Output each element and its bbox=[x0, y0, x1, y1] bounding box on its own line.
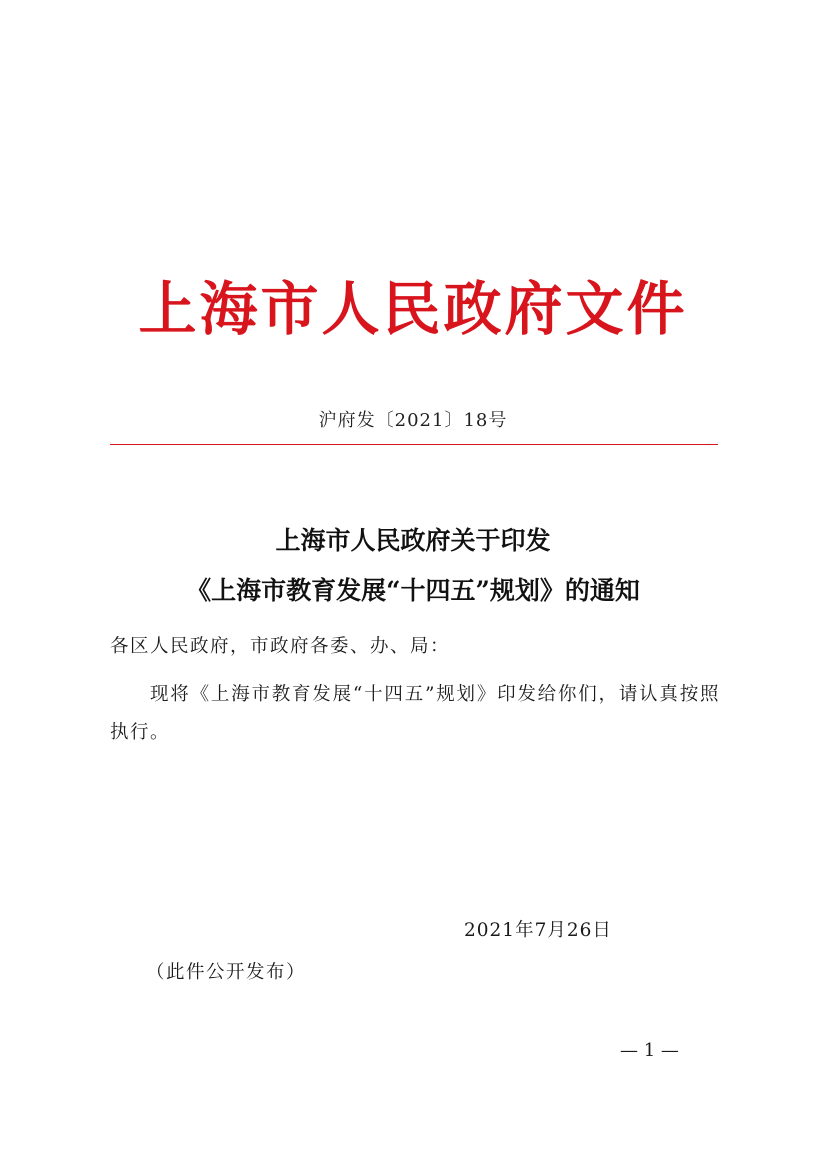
document-header-title: 上海市人民政府文件 bbox=[138, 275, 688, 343]
body-paragraph: 现将《上海市教育发展“十四五”规划》印发给你们，请认真按照执行。 bbox=[110, 684, 720, 743]
public-release-note: （此件公开发布） bbox=[146, 962, 307, 983]
notice-title-line-1: 上海市人民政府关于印发 bbox=[275, 526, 551, 555]
addressee: 各区人民政府，市政府各委、办、局： bbox=[110, 636, 451, 657]
document-number: 沪府发〔2021〕18号 bbox=[318, 410, 508, 431]
red-divider-line bbox=[110, 444, 718, 445]
issue-date: 2021年7月26日 bbox=[464, 920, 612, 941]
page-number: — 1 — bbox=[620, 1040, 679, 1061]
notice-title-line-2: 《上海市教育发展“十四五”规划》的通知 bbox=[186, 576, 640, 605]
notice-title bbox=[0, 516, 826, 616]
